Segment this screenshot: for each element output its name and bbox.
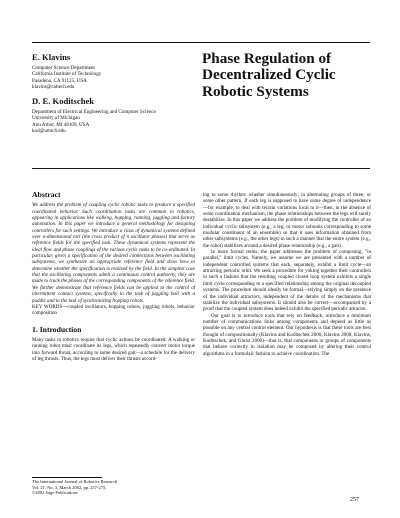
journal-footer — [32, 479, 232, 496]
footer-rule — [32, 477, 102, 478]
author-1-dept: Computer Science Department — [32, 65, 95, 71]
right-paragraph-1: ing to some rhythm: whether simultaneously; in alternating groups of three; or some other pattern. If each leg is supposed to have some degree of independence—for example, to deal with terrain variations local to it—then, in the absence of some coordination mechanism, the phase relationships between the legs will surely destabilize. In this paper we address the problem of modifying the controller of an individual cyclic subsystem (e.g., a leg, or motor subunits corresponding to some modular constituent of an ensemble) so that it uses information obtained from other subsystems (e.g., the other legs) in such a manner that the entire system (e.g., the robot) stabilizes around a desired phase relationship (e.g., a gait). — [203, 192, 371, 249]
abstract-heading: Abstract — [32, 190, 61, 199]
journal-name: The International Journal of Robotics Research — [32, 479, 118, 484]
right-paragraph-2: In more formal terms, the paper addresses the problem of composing, "in parallel," limit cycles. Namely, we assume we are presented with a number of independent controlled systems that each, separately, exhibit a limit cycle—an attracting periodic orbit. We seek a procedure for yoking together their controllers in such a fashion that the resulting coupled closed loop system exhibits a single limit cycle corresponding to a specified relationship among the original decoupled systems. The procedure should ideally be formal—relying simply on the presence of the individual attractors, independent of the details of the mechanisms that stabilize the individual subsystems. It should also be correct—accompanied by a proof that the coupled system does indeed exhibit the specified periodic attractor. — [203, 249, 371, 313]
top-rule — [32, 42, 370, 43]
author-1-institution: California Institute of Technology — [32, 71, 102, 78]
author-1-address: Pasadena, CA 91125, USA — [32, 77, 87, 84]
author-1 — [32, 52, 192, 90]
copyright-notice: ©2002 Sage Publications — [32, 490, 78, 496]
author-2 — [32, 96, 192, 134]
journal-volume: Vol. 21, No. 3, March 2002, pp. 257-275, — [32, 484, 107, 490]
right-paragraph-3: Our goal is to introduce tools that rely on feedback, introduce a minimum number of communications links among components and depend as little as possible on any central control element. Our hypothesis is that these tools are best thought of compositionally (Klavins and Koditschek 2000; Klavins 2000; Klavins, Koditschek, and Ghrist 2000)—that is, that components or groups of components that behave correctly in isolation may be composed by altering their control algorithms in a formulaic fashion to achieve coordination. The — [203, 312, 371, 357]
right-column — [203, 192, 371, 357]
intro-text: Many tasks in robotics require that cyclic actions be coordinated. A walking or running robot must coordinate its legs, which repeatedly convert motor torque into forward thrust, according to some desired gait—a schedule for the delivery of leg thrusts. Thus, the legs must deliver their thrusts accord- — [32, 336, 195, 362]
author-2-email: kod@umich.edu — [32, 128, 66, 135]
author-block — [32, 52, 192, 134]
paper-title: Phase Regulation of Decentralized Cyclic Robotic Systems — [202, 50, 336, 100]
author-2-institution: University of Michigan — [32, 115, 80, 122]
abstract-text: We address the problem of coupling cyclic robotic tasks to produce a specified coordinated behavior. Such coordination tasks are common in robotics, appearing in applications like walking, hopping, running, juggling and factory automation. In this paper we introduce a general methodology for designing controllers for such settings. We introduce a class of dynamical systems defined over n-dimensional tori (the cross product of n oscillator phases) that serve as reference fields for the specified task. These dynamical systems represent the ideal flow and phase couplings of the various cyclic tasks to be co-ordinated. In particular, given a specification of the desired connections between oscillating subsystems, we synthesize an appropriate reference field and show how to determine whether the specification is realized by the field. In the simplest case that the oscillating components admit a continuous control authority, they are made to track the phases of the corresponding components of the reference field. We further demonstrate that reference fields can be applied to the control of intermittent contact systems, specifically to the task of juggling ball with a paddle and to the task of synchronizing hopping robots. — [32, 202, 195, 304]
author-2-dept: Department of Electrical Engineering and Computer Science — [32, 109, 156, 116]
author-2-address: Ann Arbor, MI 48109, USA — [32, 121, 90, 128]
author-2-affiliation — [32, 109, 192, 134]
author-1-name: E. Klavins — [32, 52, 71, 62]
intro-heading: 1. Introduction — [32, 324, 82, 334]
author-1-email: klavins@caltech.edu — [32, 83, 75, 90]
keywords: KEY WORDS—coupled oscillators, hopping robots, juggling robots, behavior composition — [32, 303, 195, 317]
author-1-affiliation — [32, 65, 192, 90]
page-number: 257 — [350, 497, 359, 503]
middle-rule — [32, 168, 370, 169]
author-2-name: D. E. Koditschek — [32, 96, 95, 107]
left-column — [32, 192, 195, 362]
